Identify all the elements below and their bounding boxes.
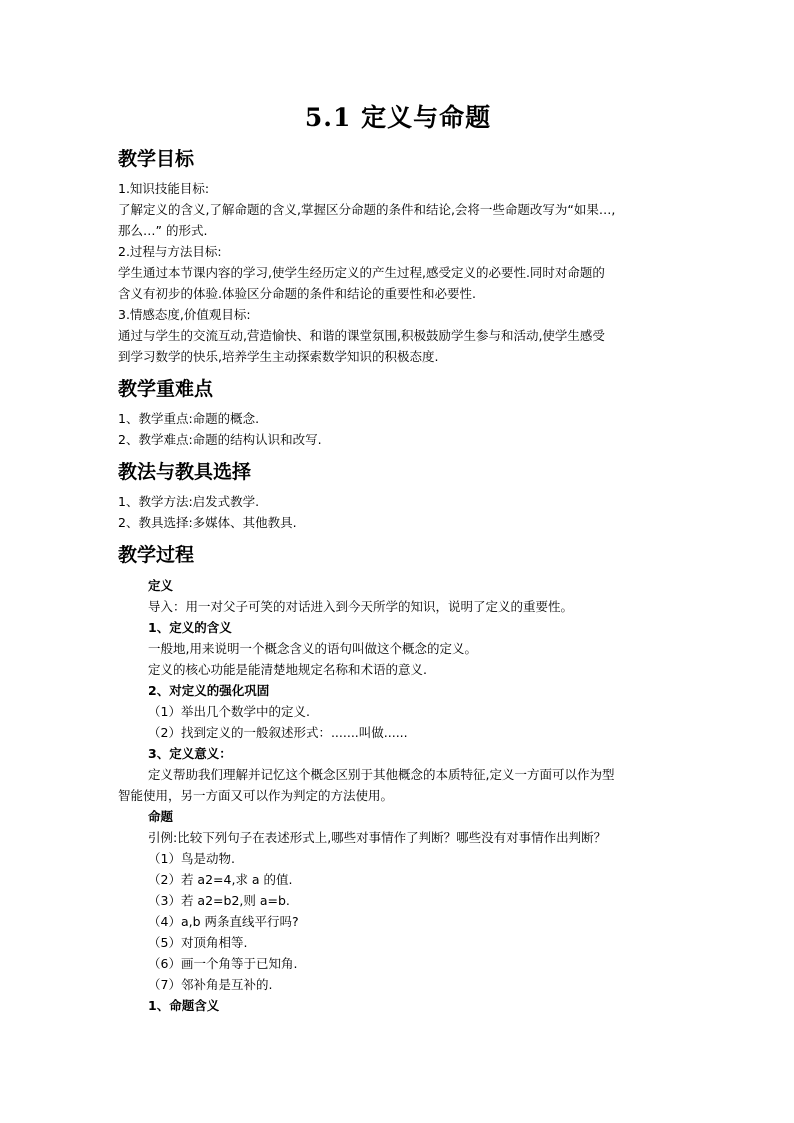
method-line: 2、教具选择:多媒体、其他教具. bbox=[118, 515, 297, 530]
subheading-definition: 定义 bbox=[148, 578, 174, 593]
example-item: （1）鸟是动物. bbox=[148, 851, 235, 866]
subheading-proposition: 命题 bbox=[148, 809, 174, 824]
goal-line: 到学习数学的快乐,培养学生主动探索数学知识的积极态度. bbox=[118, 349, 439, 364]
subheading-proposition-meaning: 1、命题含义 bbox=[148, 998, 220, 1013]
example-item: （5）对顶角相等. bbox=[148, 935, 248, 950]
example-item: （2）若 a2=4,求 a 的值. bbox=[148, 872, 293, 887]
example-item: （7）邻补角是互补的. bbox=[148, 977, 273, 992]
goal-line: 那么…” 的形式. bbox=[118, 223, 208, 238]
page-title: 5.1 定义与命题 bbox=[304, 103, 492, 132]
key-point-line: 2、教学难点:命题的结构认识和改写. bbox=[118, 432, 322, 447]
section-heading-key-points: 教学重难点 bbox=[118, 378, 214, 400]
section-heading-methods: 教法与教具选择 bbox=[118, 461, 252, 483]
process-line: 导入：用一对父子可笑的对话进入到今天所学的知识，说明了定义的重要性。 bbox=[148, 599, 574, 614]
subheading-definition-significance: 3、定义意义： bbox=[148, 746, 232, 761]
example-item: （4）a,b 两条直线平行吗? bbox=[148, 914, 299, 929]
method-line: 1、教学方法:启发式教学. bbox=[118, 494, 260, 509]
section-heading-goals: 教学目标 bbox=[118, 148, 195, 170]
goal-line: 了解定义的含义,了解命题的含义,掌握区分命题的条件和结论,会将一些命题改写为“如果…, bbox=[118, 202, 616, 217]
process-line: 引例:比较下列句子在表述形式上,哪些对事情作了判断？哪些没有对事情作出判断？ bbox=[148, 830, 607, 845]
section-heading-process: 教学过程 bbox=[118, 544, 195, 566]
process-line: 定义的核心功能是能清楚地规定名称和术语的意义. bbox=[148, 662, 427, 677]
goal-line: 通过与学生的交流互动,营造愉快、和谐的课堂氛围,积极鼓励学生参与和活动,使学生感受 bbox=[118, 328, 605, 343]
goal-line: 1.知识技能目标: bbox=[118, 181, 210, 196]
subheading-definition-reinforce: 2、对定义的强化巩固 bbox=[148, 683, 270, 698]
process-line: （2）找到定义的一般叙述形式：.......叫做...... bbox=[148, 725, 408, 740]
goal-line: 3.情感态度,价值观目标: bbox=[118, 307, 251, 322]
goal-line: 学生通过本节课内容的学习,使学生经历定义的产生过程,感受定义的必要性.同时对命题的 bbox=[118, 265, 605, 280]
process-line: 一般地,用来说明一个概念含义的语句叫做这个概念的定义。 bbox=[148, 641, 477, 656]
subheading-definition-meaning: 1、定义的含义 bbox=[148, 620, 232, 635]
goal-line: 2.过程与方法目标: bbox=[118, 244, 222, 259]
process-line: 定义帮助我们理解并记忆这个概念区别于其他概念的本质特征,定义一方面可以作为型 bbox=[148, 767, 615, 782]
example-item: （3）若 a2=b2,则 a=b. bbox=[148, 893, 290, 908]
example-item: （6）画一个角等于已知角. bbox=[148, 956, 298, 971]
goal-line: 含义有初步的体验.体验区分命题的条件和结论的重要性和必要性. bbox=[118, 286, 476, 301]
key-point-line: 1、教学重点:命题的概念. bbox=[118, 411, 260, 426]
process-line: （1）举出几个数学中的定义. bbox=[148, 704, 310, 719]
process-line: 智能使用，另一方面又可以作为判定的方法使用。 bbox=[118, 788, 394, 803]
